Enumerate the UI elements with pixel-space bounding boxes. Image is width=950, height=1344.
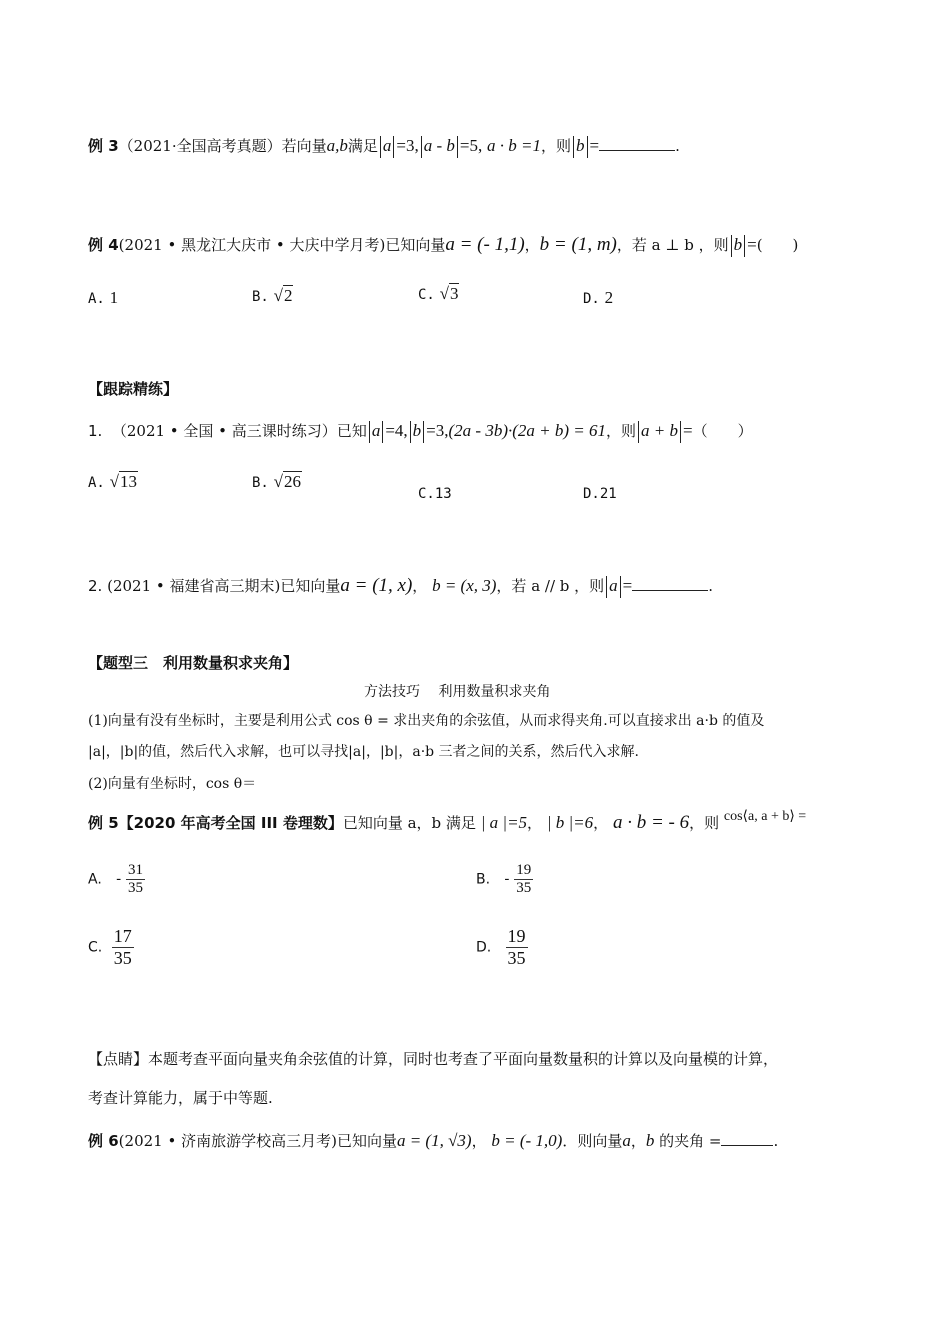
example-4 (88, 234, 798, 257)
option-letter: C. (418, 287, 435, 303)
comment-line-1: 【点睛】本题考查平面向量夹角余弦值的计算，同时也考查了平面向量数量积的计算以及向量模的计算， (88, 1050, 779, 1068)
cos-expression: cos⟨a, a + b⟩ = (723, 809, 807, 824)
option-b (476, 862, 533, 897)
abs-bar (369, 421, 370, 443)
vector-a-definition: a = (- 1,1) (445, 234, 525, 255)
option-letter: A. (88, 291, 105, 307)
abs-bar (380, 136, 381, 158)
example-label: 例 5 (88, 814, 119, 832)
option-letter: B. (252, 289, 269, 305)
satisfy-text: 满足 (347, 137, 378, 155)
option-letter: B. (252, 475, 269, 491)
tracking-question-1 (88, 420, 753, 443)
denominator: 35 (127, 880, 143, 896)
answer-blank (599, 136, 675, 151)
condition-2: =3, (426, 421, 449, 440)
option-a (88, 862, 145, 897)
method-paragraph-1-cont: |a|，|b|的值，然后代入求解，也可以寻找|a|，|b|，a·b 三者之间的关系，然后代入求解. (88, 744, 640, 760)
condition-text: ，若 a ⊥ b ，则 (616, 236, 729, 254)
sqrt-value: √2 (273, 286, 293, 305)
vector-b-definition: b = (x, 3) (432, 576, 497, 595)
question-stem: 已知向量 (280, 577, 341, 595)
abs-bar (423, 421, 424, 443)
then-text: ，则 (606, 422, 637, 440)
method-title: 方法技巧 利用数量积求夹角 (364, 684, 551, 700)
question-stem: 已知向量 (336, 1132, 397, 1150)
option-c (88, 926, 134, 969)
sqrt-value: √26 (273, 472, 301, 491)
vector-a: a (371, 421, 381, 440)
radicand: 26 (283, 472, 301, 491)
vector-a: a (622, 1131, 631, 1150)
condition-3: a · b = - 6 (612, 812, 690, 833)
radicand: 13 (119, 472, 137, 491)
question-number: 2. (88, 577, 103, 595)
option-letter: D. (476, 939, 492, 956)
answer-blank (721, 1131, 773, 1146)
example-3 (88, 135, 680, 158)
example-source: （2021·全国高考真题） (118, 137, 282, 155)
abs-bar (680, 421, 681, 443)
condition-1: =4, (385, 421, 408, 440)
condition-2: | b |=6 (546, 813, 594, 832)
option-value: 1 (109, 288, 119, 307)
sqrt-value: √3 (439, 284, 459, 303)
period: . (708, 577, 714, 595)
equals-sign: = (683, 421, 693, 440)
sqrt-value: √13 (109, 472, 137, 491)
condition-1: =3, (396, 136, 419, 155)
option-a (88, 288, 118, 308)
fraction (506, 926, 528, 969)
section-title: 【题型三 利用数量积求夹角】 (88, 654, 299, 672)
equals-sign: = (589, 136, 600, 155)
abs-bar (638, 421, 639, 443)
abs-bar (421, 136, 422, 158)
then-text: ．则向量 (562, 1132, 623, 1150)
then-text: ，则 (541, 137, 572, 155)
example-label: 例 3 (88, 137, 119, 155)
numerator: 31 (127, 862, 143, 878)
option-letter: A. (88, 871, 102, 888)
option-letter: C. (418, 486, 435, 502)
option-value: 13 (434, 486, 452, 502)
condition-1: | a |=5 (480, 813, 528, 832)
answer-paren: ( ) (756, 236, 799, 254)
option-letter: D. (583, 291, 600, 307)
option-b (252, 286, 293, 306)
example-label: 例 4 (88, 236, 119, 254)
period: . (773, 1132, 779, 1150)
question-stem: 若向量 (281, 137, 327, 155)
option-letter: A. (88, 475, 105, 491)
numerator: 17 (113, 926, 132, 946)
abs-bar (457, 136, 458, 158)
method-paragraph-1: (1)向量有没有坐标时，主要是利用公式 cos θ = 求出夹角的余弦值，从而求得夹角.可以直接求出 a·b 的值及 (88, 713, 765, 729)
vector-names: a,b (326, 136, 348, 155)
abs-bar (620, 576, 621, 598)
abs-bar (573, 136, 574, 158)
vector-b: b (412, 421, 422, 440)
question-source: (2021 • 福建省高三期末) (107, 577, 281, 595)
option-b (252, 472, 302, 492)
vector-a-definition: a = (1, √3) (396, 1131, 472, 1150)
question-stem: 已知向量 (385, 236, 446, 254)
vector-b: b (733, 235, 743, 254)
equals-sign: = (622, 576, 633, 595)
vector-b: b (576, 136, 585, 155)
answer-blank (632, 576, 708, 591)
radicand: 3 (449, 284, 459, 303)
vector-a-definition: a = (1, x) (340, 575, 413, 596)
vector-a: a (382, 136, 392, 155)
question-source: （2021 • 全国 • 高三课时练习） (111, 422, 337, 440)
minus-sign: - (504, 869, 510, 888)
vector-sum: a + b (641, 421, 679, 440)
denominator: 35 (113, 948, 132, 968)
comment-line-2: 考查计算能力，属于中等题. (88, 1089, 273, 1107)
numerator: 19 (516, 862, 532, 878)
option-letter: D. (583, 486, 600, 502)
fraction (126, 862, 145, 897)
vector-b-definition: b = (- 1,0) (491, 1131, 563, 1150)
option-c (418, 484, 452, 502)
fraction (514, 862, 533, 897)
abs-bar (393, 136, 394, 158)
vector-b: b (645, 1131, 655, 1150)
abs-bar (382, 421, 383, 443)
option-d (583, 484, 617, 502)
condition-2-value: =5, (459, 136, 483, 155)
answer-paren: （ ） (692, 422, 753, 440)
option-value: 2 (604, 288, 614, 307)
numerator: 19 (507, 926, 526, 946)
option-d (476, 926, 528, 969)
option-a (88, 472, 138, 492)
abs-bar (410, 421, 411, 443)
denominator: 35 (516, 880, 532, 896)
option-value: 21 (599, 486, 617, 502)
option-d (583, 288, 613, 308)
abs-bar (606, 576, 607, 598)
option-letter: B. (476, 871, 491, 888)
radicand: 2 (283, 286, 293, 305)
angle-text: 的夹角 = (659, 1132, 722, 1150)
question-stem: 已知 (336, 422, 367, 440)
then-text: ，则 (689, 814, 720, 832)
abs-bar (744, 235, 745, 257)
option-c (418, 284, 459, 304)
example-source: (2021 • 济南旅游学校高三月考) (118, 1132, 337, 1150)
example-6: 例 6(2021 • 济南旅游学校高三月考)已知向量a = (1, √3)， b = (- 1,0)．则向量a，b 的夹角 = . (88, 1131, 779, 1150)
method-paragraph-2: (2)向量有坐标时，cos θ＝ (88, 776, 257, 792)
example-5: 例 5【2020 年高考全国 III 卷理数】已知向量 a，b 满足 | a |=5， | b |=6， a · b = - 6，则 cos⟨a, a + b⟩ = (88, 809, 807, 833)
tracking-question-2: 2. (2021 • 福建省高三期末)已知向量a = (1, x)， b = (x, 3)，若 a // b ，则 a = . (88, 575, 714, 596)
question-number: 1. (88, 422, 103, 440)
example-source: 【2020 年高考全国 III 卷理数】 (118, 814, 343, 832)
section-title: 【跟踪精练】 (88, 380, 179, 398)
option-letter: C. (88, 939, 103, 956)
condition-2: a - b (423, 136, 455, 155)
abs-bar (731, 235, 732, 257)
separator: ， (524, 236, 540, 254)
period: . (675, 137, 680, 155)
minus-sign: - (116, 869, 122, 888)
condition-3: a · b =1 (487, 136, 542, 155)
fraction (112, 926, 134, 969)
equals-sign: = (747, 235, 757, 254)
vector-a: a (609, 576, 618, 595)
denominator: 35 (507, 948, 526, 968)
condition-3: (2a - 3b)·(2a + b) = 61 (448, 421, 607, 440)
abs-bar (587, 136, 588, 158)
condition-text: ，若 a // b ，则 (496, 577, 605, 595)
vector-b-definition: b = (1, m) (539, 234, 617, 255)
example-source: (2021 • 黑龙江大庆市 • 大庆中学月考) (118, 236, 386, 254)
question-stem: 已知向量 a，b 满足 (342, 814, 476, 832)
example-label: 例 6 (88, 1132, 119, 1150)
